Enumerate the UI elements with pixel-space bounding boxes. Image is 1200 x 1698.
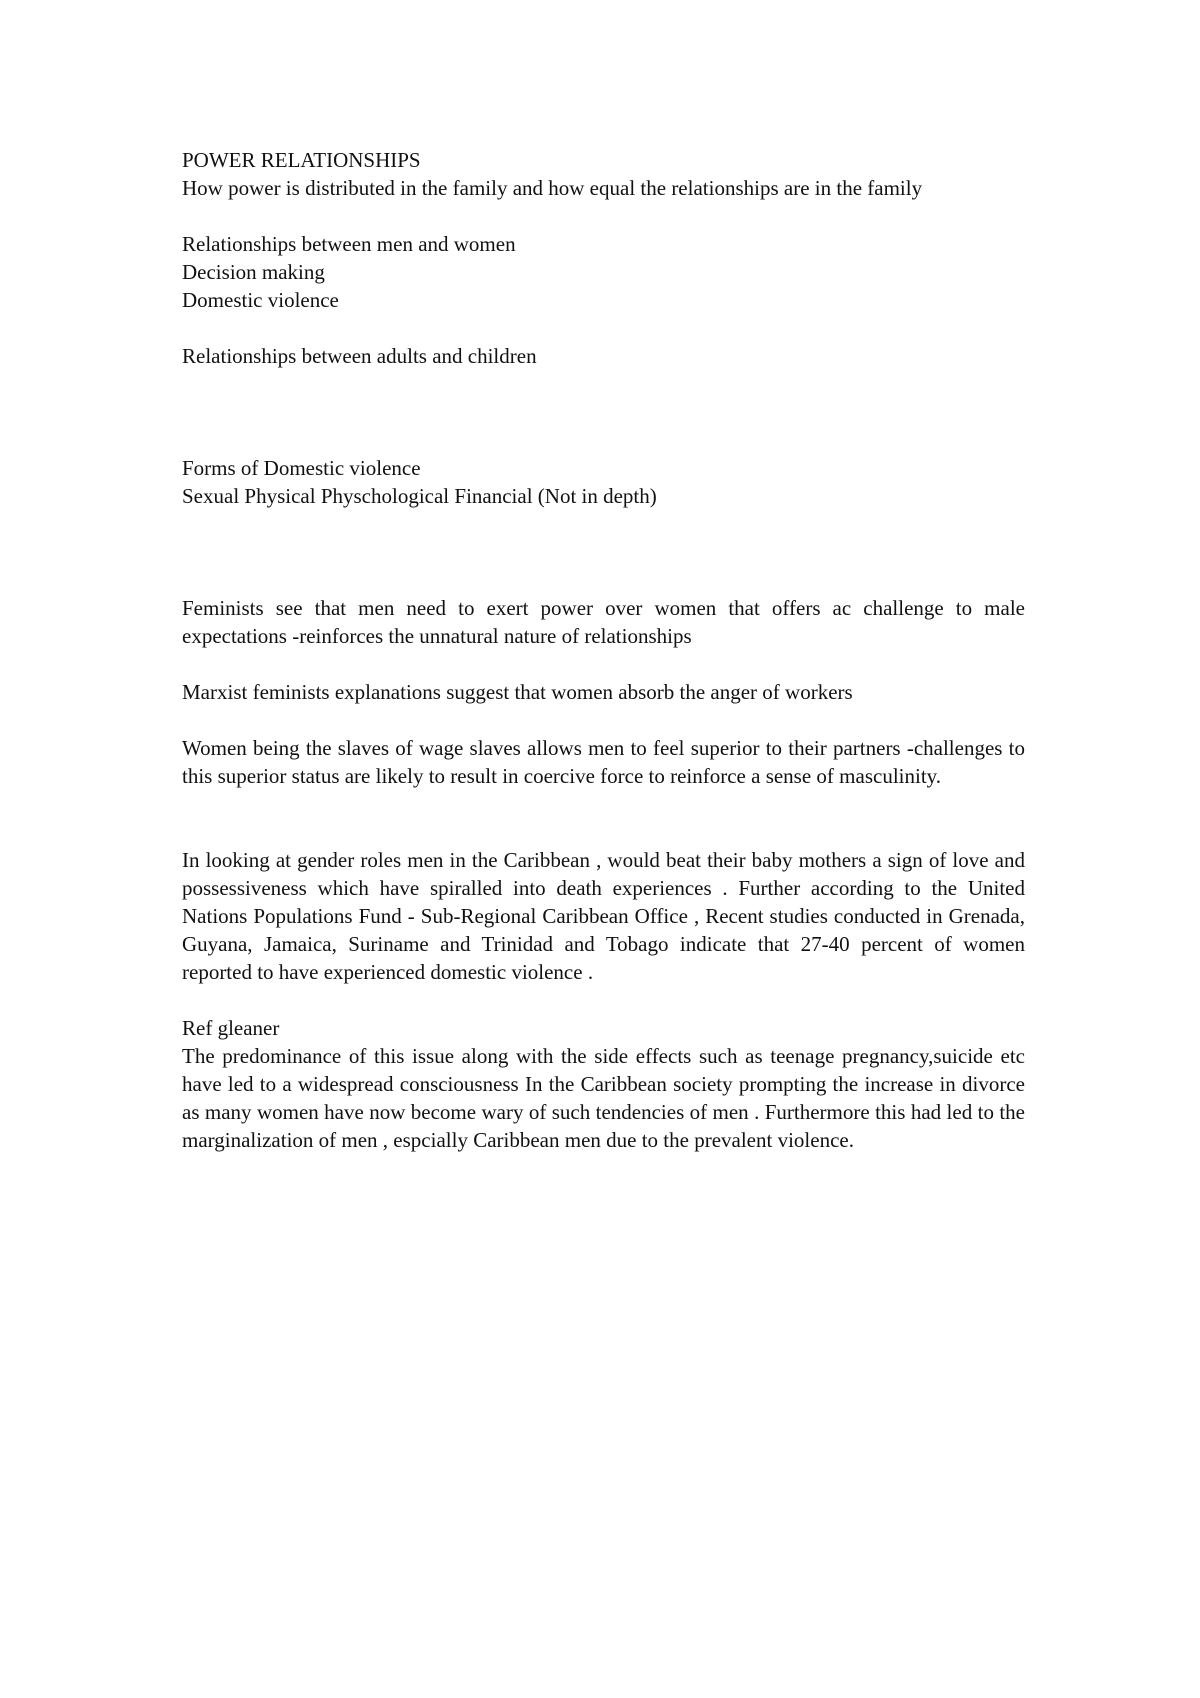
feminists-paragraph: Feminists see that men need to exert power over women that offers ac challenge to male expectations -reinforces the unnatural nature of relationships	[182, 596, 1025, 648]
intro-paragraph: How power is distributed in the family and how equal the relationships are in the family	[182, 176, 923, 200]
spacer	[182, 370, 1025, 454]
forms-list: Sexual Physical Physchological Financial (Not in depth)	[182, 484, 657, 508]
spacer	[182, 202, 1025, 230]
document-title: POWER RELATIONSHIPS	[182, 148, 421, 172]
spacer	[182, 650, 1025, 678]
spacer	[182, 314, 1025, 342]
spacer	[182, 986, 1025, 1014]
caribbean-paragraph: In looking at gender roles men in the Caribbean , would beat their baby mothers a sign of love and possessiveness which have spiralled into death experiences . Further according to the United Nations Populations Fund - Sub-Regional Caribbean Office , Recent studies conducted in Grenada, Guyana, Jamaica, Suriname and Trinidad and Tobago indicate that 27-40 percent of women reported to have experienced domestic violence .	[182, 848, 1025, 984]
marxist-paragraph: Marxist feminists explanations suggest that women absorb the anger of workers	[182, 680, 853, 704]
spacer	[182, 706, 1025, 734]
spacer	[182, 510, 1025, 594]
topic-item-domestic-violence: Domestic violence	[182, 288, 339, 312]
topic-item-adults-children: Relationships between adults and children	[182, 344, 537, 368]
closing-paragraph: The predominance of this issue along with the side effects such as teenage pregnancy,suicide etc have led to a widespread consciousness In the Caribbean society prompting the increase in divorce as many women have now become wary of such tendencies of men . Furthermore this had led to the marginalization of men , espcially Caribbean men due to the prevalent violence.	[182, 1044, 1025, 1152]
spacer	[182, 790, 1025, 846]
wage-slaves-paragraph: Women being the slaves of wage slaves allows men to feel superior to their partners -challenges to this superior status are likely to result in coercive force to reinforce a sense of masculinity.	[182, 736, 1025, 788]
reference-label: Ref gleaner	[182, 1016, 280, 1040]
forms-heading: Forms of Domestic violence	[182, 456, 421, 480]
document-body	[182, 146, 1025, 1154]
topic-item-men-women: Relationships between men and women	[182, 232, 516, 256]
topic-item-decision-making: Decision making	[182, 260, 325, 284]
